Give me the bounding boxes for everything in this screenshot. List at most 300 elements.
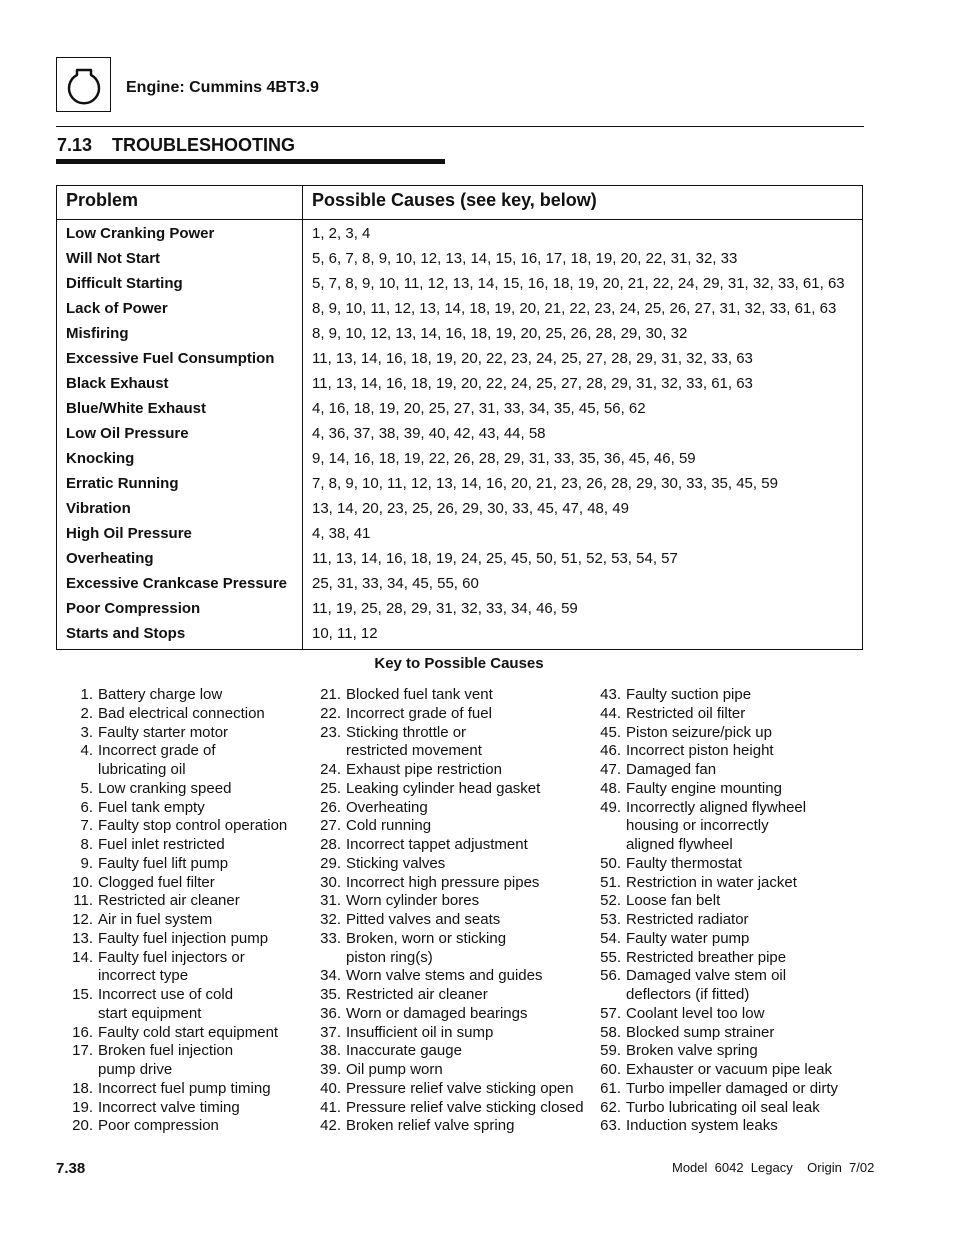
key-item-text	[341, 930, 506, 968]
key-item	[56, 780, 301, 799]
key-item	[56, 724, 301, 743]
key-item-line: Faulty engine mounting	[626, 779, 782, 797]
key-item-line: Incorrect grade of fuel	[346, 704, 492, 722]
key-item	[56, 930, 301, 949]
key-item-line: Bad electrical connection	[98, 704, 265, 722]
key-item	[584, 1024, 874, 1043]
key-item	[584, 742, 874, 761]
key-item-text	[93, 742, 216, 780]
key-item-line: Faulty stop control operation	[98, 817, 288, 835]
key-item-line: Faulty fuel injection pump	[98, 929, 269, 947]
key-item-number: 53.	[600, 911, 621, 928]
causes-cell: 8, 9, 10, 12, 13, 14, 16, 18, 19, 20, 25, 26, 28, 29, 30, 32	[312, 325, 688, 342]
key-item	[56, 1099, 301, 1118]
key-item	[56, 949, 301, 987]
key-item-text	[93, 799, 205, 818]
key-item-line: Insufficient oil in sump	[346, 1023, 494, 1041]
key-item-line: Sticking valves	[346, 854, 446, 872]
causes-cell: 4, 16, 18, 19, 20, 25, 27, 31, 33, 34, 35, 45, 56, 62	[312, 400, 646, 417]
table-row	[57, 373, 862, 398]
key-item-number: 18.	[72, 1079, 93, 1097]
key-item-number: 32.	[320, 911, 341, 928]
causes-cell: 9, 14, 16, 18, 19, 22, 26, 28, 29, 31, 33, 35, 36, 45, 46, 59	[312, 450, 696, 467]
key-item	[304, 1061, 589, 1080]
key-item-text	[341, 799, 428, 818]
table-row	[57, 273, 862, 298]
key-item-line: Damaged valve stem oil	[626, 967, 787, 985]
table-row	[57, 398, 862, 423]
key-item-text	[93, 780, 231, 799]
table-row	[57, 523, 862, 548]
key-column-1	[56, 686, 301, 1136]
key-item-line: Restricted breather pipe	[626, 948, 787, 966]
key-item-text	[341, 705, 492, 724]
key-item-line: Air in fuel system	[98, 911, 213, 928]
causes-cell: 4, 36, 37, 38, 39, 40, 42, 43, 44, 58	[312, 425, 546, 442]
causes-cell: 7, 8, 9, 10, 11, 12, 13, 14, 16, 20, 21, 23, 26, 28, 29, 30, 33, 35, 45, 59	[312, 475, 778, 492]
key-item-number: 23.	[320, 723, 341, 741]
key-item-number: 59.	[600, 1042, 621, 1060]
key-item-text	[621, 874, 797, 893]
key-item-text	[93, 1080, 271, 1099]
key-item-number: 25.	[320, 779, 341, 797]
key-item	[56, 1024, 301, 1043]
key-item	[56, 817, 301, 836]
key-item-line: Sticking throttle or	[346, 723, 467, 741]
key-item-number: 57.	[600, 1004, 621, 1022]
key-item	[584, 705, 874, 724]
key-item-number: 13.	[72, 929, 93, 947]
key-item-line: Oil pump worn	[346, 1061, 443, 1078]
key-item-text	[621, 686, 751, 705]
problem-cell: Difficult Starting	[66, 275, 183, 292]
section-underline	[56, 159, 445, 164]
key-item-number: 45.	[600, 723, 621, 741]
section-heading: TROUBLESHOOTING	[112, 135, 295, 155]
key-item-text	[621, 1117, 778, 1136]
key-item-text	[621, 1061, 832, 1080]
key-item-text	[621, 724, 772, 743]
key-item-number: 17.	[72, 1042, 93, 1060]
key-item	[304, 817, 589, 836]
key-item-text	[341, 1061, 443, 1080]
causes-cell: 13, 14, 20, 23, 25, 26, 29, 30, 33, 45, 47, 48, 49	[312, 500, 629, 517]
key-item-text	[93, 874, 215, 893]
key-item-line: Incorrect high pressure pipes	[346, 873, 540, 891]
key-item-line: Overheating	[346, 798, 428, 816]
key-item	[304, 1080, 589, 1099]
key-item-text	[341, 761, 502, 780]
key-item-number: 41.	[320, 1098, 341, 1116]
problem-cell: Will Not Start	[66, 250, 161, 267]
key-item-line: Battery charge low	[98, 686, 223, 703]
key-item-text	[341, 1024, 493, 1043]
key-item	[584, 949, 874, 968]
key-item-text	[341, 1005, 528, 1024]
problem-cell: Knocking	[66, 450, 135, 467]
key-item-text	[621, 780, 782, 799]
key-item-number: 3.	[80, 723, 93, 741]
key-item-line: Faulty cold start equipment	[98, 1023, 279, 1041]
key-item-text	[93, 836, 225, 855]
key-item-text	[621, 705, 745, 724]
key-item	[304, 1042, 589, 1061]
key-item-text	[93, 705, 265, 724]
key-item-line: Faulty thermostat	[626, 854, 742, 872]
problem-cell: Starts and Stops	[66, 625, 186, 642]
key-item	[304, 911, 589, 930]
key-item	[304, 724, 589, 762]
key-item-line: Restricted air cleaner	[98, 892, 240, 910]
problem-cell: Excessive Fuel Consumption	[66, 350, 275, 367]
table-row	[57, 548, 862, 573]
problem-cell: High Oil Pressure	[66, 525, 192, 542]
key-item-text	[93, 686, 222, 705]
key-item-text	[341, 817, 431, 836]
key-item-text	[621, 799, 806, 855]
engine-icon-box	[56, 57, 111, 112]
key-column-2	[304, 686, 589, 1136]
table-row	[57, 348, 862, 373]
key-item-line: Worn cylinder bores	[346, 892, 480, 910]
key-item-line: Turbo impeller damaged or dirty	[626, 1079, 839, 1097]
key-item-line: restricted movement	[346, 742, 482, 760]
key-item-line: Leaking cylinder head gasket	[346, 779, 541, 797]
key-item-number: 62.	[600, 1098, 621, 1116]
key-item-line: Exhauster or vacuum pipe leak	[626, 1061, 832, 1078]
table-row	[57, 423, 862, 448]
key-item	[304, 1099, 589, 1118]
key-item	[584, 724, 874, 743]
table-body	[57, 223, 862, 648]
key-item-line: aligned flywheel	[626, 836, 733, 853]
key-item-text	[621, 1042, 758, 1061]
key-item-line: Loose fan belt	[626, 892, 721, 910]
key-item-line: Poor compression	[98, 1117, 219, 1135]
key-item-text	[341, 967, 543, 986]
key-item-number: 50.	[600, 854, 621, 872]
causes-cell: 11, 19, 25, 28, 29, 31, 32, 33, 34, 46, 59	[312, 600, 578, 617]
key-item-number: 52.	[600, 892, 621, 910]
key-item-number: 42.	[320, 1117, 341, 1135]
key-item-line: Faulty fuel injectors or	[98, 948, 245, 966]
key-item-line: Incorrect valve timing	[98, 1098, 240, 1116]
problem-cell: Overheating	[66, 550, 154, 567]
causes-cell: 11, 13, 14, 16, 18, 19, 20, 22, 23, 24, 25, 27, 28, 29, 31, 32, 33, 63	[312, 350, 753, 367]
key-item	[56, 986, 301, 1024]
engine-outline-icon	[63, 64, 105, 106]
key-item-text	[93, 1117, 219, 1136]
key-item-line: Incorrect use of cold	[98, 986, 234, 1003]
key-item-number: 38.	[320, 1042, 341, 1060]
key-item-number: 33.	[320, 929, 341, 947]
key-item-number: 48.	[600, 779, 621, 797]
key-item	[584, 1099, 874, 1118]
key-item	[56, 836, 301, 855]
key-item-number: 47.	[600, 761, 621, 778]
key-item	[304, 967, 589, 986]
key-item	[56, 911, 301, 930]
key-item	[56, 1080, 301, 1099]
key-item	[304, 686, 589, 705]
table-row	[57, 598, 862, 623]
key-item-line: Clogged fuel filter	[98, 873, 215, 891]
key-item-text	[341, 686, 493, 705]
table-row	[57, 223, 862, 248]
key-item-number: 15.	[72, 986, 93, 1003]
key-item-number: 29.	[320, 854, 341, 872]
key-item	[584, 1061, 874, 1080]
key-item-number: 39.	[320, 1061, 341, 1078]
key-item-line: Pitted valves and seats	[346, 911, 501, 928]
key-item-number: 5.	[80, 779, 93, 797]
key-column-3	[584, 686, 874, 1136]
key-item-line: Worn valve stems and guides	[346, 967, 543, 985]
key-item-line: Blocked sump strainer	[626, 1023, 775, 1041]
key-item-number: 63.	[600, 1117, 621, 1135]
key-item-number: 1.	[80, 686, 93, 703]
key-item	[584, 761, 874, 780]
key-item	[56, 874, 301, 893]
key-item	[304, 761, 589, 780]
key-item-number: 34.	[320, 967, 341, 985]
key-item-line: Restriction in water jacket	[626, 873, 797, 891]
key-item-text	[621, 911, 749, 930]
key-item-number: 28.	[320, 836, 341, 853]
key-item-number: 37.	[320, 1023, 341, 1041]
causes-cell: 11, 13, 14, 16, 18, 19, 24, 25, 45, 50, 51, 52, 53, 54, 57	[312, 550, 678, 567]
key-item-number: 14.	[72, 948, 93, 966]
key-item-text	[341, 855, 445, 874]
key-item-text	[621, 949, 786, 968]
key-item	[584, 930, 874, 949]
key-item	[584, 855, 874, 874]
key-item-text	[93, 1099, 240, 1118]
key-item-text	[93, 892, 240, 911]
key-item	[56, 1117, 301, 1136]
key-item	[584, 892, 874, 911]
key-item-text	[621, 855, 742, 874]
key-item-line: Incorrect fuel pump timing	[98, 1079, 271, 1097]
key-item-line: lubricating oil	[98, 761, 186, 778]
problem-cell: Excessive Crankcase Pressure	[66, 575, 288, 592]
section-number: 7.13	[57, 135, 93, 155]
key-item	[56, 799, 301, 818]
table-row	[57, 573, 862, 598]
key-item-line: Broken valve spring	[626, 1042, 758, 1060]
key-item-line: deflectors (if fitted)	[626, 986, 750, 1003]
key-item	[304, 1005, 589, 1024]
key-item	[304, 1024, 589, 1043]
key-item	[56, 742, 301, 780]
key-item-line: Incorrect tappet adjustment	[346, 836, 528, 853]
causes-cell: 1, 2, 3, 4	[312, 225, 371, 242]
key-item-line: Restricted oil filter	[626, 704, 746, 722]
key-item-number: 56.	[600, 967, 621, 985]
key-item-text	[341, 780, 540, 799]
key-item-number: 12.	[72, 911, 93, 928]
causes-cell: 25, 31, 33, 34, 45, 55, 60	[312, 575, 479, 592]
problem-cell: Misfiring	[66, 325, 129, 342]
key-item-line: Faulty starter motor	[98, 723, 229, 741]
key-item	[584, 686, 874, 705]
key-item-line: Restricted air cleaner	[346, 986, 488, 1003]
key-item-line: Piston seizure/pick up	[626, 723, 772, 741]
key-item-number: 60.	[600, 1061, 621, 1078]
key-item-number: 21.	[320, 686, 341, 703]
section-title	[57, 135, 295, 156]
key-item-number: 11.	[73, 892, 93, 910]
table-header-divider	[57, 219, 862, 220]
key-item	[56, 705, 301, 724]
key-item-number: 46.	[600, 742, 621, 760]
problem-cell: Vibration	[66, 500, 131, 517]
key-item-number: 6.	[80, 798, 93, 816]
problem-cell: Low Oil Pressure	[66, 425, 189, 442]
key-item-number: 54.	[600, 929, 621, 947]
column-header-problem: Problem	[66, 190, 139, 210]
key-item	[584, 1080, 874, 1099]
key-item-line: Worn or damaged bearings	[346, 1004, 528, 1022]
key-item-text	[621, 761, 716, 780]
key-item	[304, 836, 589, 855]
key-item-number: 20.	[72, 1117, 93, 1135]
key-item	[56, 1042, 301, 1080]
troubleshooting-table	[56, 185, 863, 650]
key-item-text	[93, 724, 228, 743]
header-divider	[56, 126, 864, 127]
key-item-text	[93, 855, 228, 874]
key-item-line: Broken fuel injection	[98, 1042, 234, 1060]
key-item	[584, 1042, 874, 1061]
key-item-line: start equipment	[98, 1004, 202, 1022]
table-row	[57, 323, 862, 348]
key-item-number: 31.	[320, 892, 341, 910]
key-item-text	[621, 1099, 820, 1118]
key-item	[304, 1117, 589, 1136]
problem-cell: Blue/White Exhaust	[66, 400, 207, 417]
key-item-text	[93, 817, 287, 836]
key-item-number: 36.	[320, 1004, 341, 1022]
key-item-line: Pressure relief valve sticking open	[346, 1079, 574, 1097]
key-item	[584, 1117, 874, 1136]
key-title: Key to Possible Causes	[374, 655, 544, 672]
key-item-number: 49.	[600, 798, 621, 816]
key-item-text	[341, 892, 479, 911]
key-item-text	[621, 1024, 774, 1043]
key-item-number: 26.	[320, 798, 341, 816]
key-item-line: housing or incorrectly	[626, 817, 769, 835]
key-item	[56, 892, 301, 911]
key-item-text	[93, 949, 245, 987]
key-item-line: Broken relief valve spring	[346, 1117, 515, 1135]
key-item-number: 40.	[320, 1079, 341, 1097]
key-item-number: 4.	[80, 742, 93, 760]
causes-cell: 5, 6, 7, 8, 9, 10, 12, 13, 14, 15, 16, 17, 18, 19, 20, 22, 31, 32, 33	[312, 250, 738, 267]
key-item-text	[621, 892, 720, 911]
key-item-text	[341, 986, 488, 1005]
key-item-number: 43.	[600, 686, 621, 703]
key-item-text	[341, 724, 482, 762]
key-item-line: Restricted radiator	[626, 911, 749, 928]
key-item-text	[621, 930, 749, 949]
key-item-line: Pressure relief valve sticking closed	[346, 1098, 584, 1116]
key-item	[584, 799, 874, 855]
table-row	[57, 248, 862, 273]
key-item-number: 51.	[600, 873, 621, 891]
key-item-line: Fuel tank empty	[98, 798, 205, 816]
key-item-number: 44.	[600, 704, 621, 722]
key-item	[304, 874, 589, 893]
key-item-text	[341, 1117, 514, 1136]
problem-cell: Black Exhaust	[66, 375, 169, 392]
key-item-number: 55.	[600, 948, 621, 966]
model-info: Model 6042 Legacy Origin 7/02	[672, 1160, 875, 1175]
key-item-number: 61.	[600, 1079, 621, 1097]
key-item-text	[341, 1099, 584, 1118]
key-item-number: 8.	[80, 836, 93, 853]
key-item-text	[93, 930, 268, 949]
key-item-line: piston ring(s)	[346, 948, 433, 966]
table-row	[57, 298, 862, 323]
key-item-line: Faulty water pump	[626, 929, 750, 947]
problem-cell: Erratic Running	[66, 475, 179, 492]
problem-cell: Lack of Power	[66, 300, 168, 317]
key-item-line: Broken, worn or sticking	[346, 929, 507, 947]
key-item-number: 10.	[72, 873, 93, 891]
causes-cell: 10, 11, 12	[312, 625, 378, 642]
key-item	[584, 967, 874, 1005]
key-item-line: Incorrectly aligned flywheel	[626, 798, 807, 816]
key-item	[584, 1005, 874, 1024]
key-item	[584, 874, 874, 893]
causes-cell: 11, 13, 14, 16, 18, 19, 20, 22, 24, 25, 27, 28, 29, 31, 32, 33, 61, 63	[312, 375, 753, 392]
key-item-number: 16.	[72, 1023, 93, 1041]
key-item-line: Induction system leaks	[626, 1117, 778, 1135]
key-item	[584, 780, 874, 799]
key-item-text	[341, 874, 539, 893]
key-item-number: 58.	[600, 1023, 621, 1041]
key-item-line: Turbo lubricating oil seal leak	[626, 1098, 820, 1116]
key-item	[304, 705, 589, 724]
key-item-text	[93, 1024, 278, 1043]
key-item-line: Incorrect grade of	[98, 742, 216, 760]
key-item-text	[93, 911, 212, 930]
key-item	[304, 930, 589, 968]
causes-cell: 5, 7, 8, 9, 10, 11, 12, 13, 14, 15, 16, 18, 19, 20, 21, 22, 24, 29, 31, 32, 33, 61, 63	[312, 275, 845, 292]
key-item-line: Faulty suction pipe	[626, 686, 752, 703]
key-item-line: Damaged fan	[626, 761, 717, 778]
key-item-text	[93, 1042, 233, 1080]
key-item-text	[621, 1080, 838, 1099]
problem-cell: Low Cranking Power	[66, 225, 215, 242]
key-item-text	[341, 1080, 574, 1099]
key-item-number: 24.	[320, 761, 341, 778]
key-item-line: pump drive	[98, 1061, 173, 1078]
page-header-title: Engine: Cummins 4BT3.9	[126, 79, 319, 96]
key-item-text	[621, 967, 786, 1005]
key-item-line: Incorrect piston height	[626, 742, 774, 760]
key-item-line: Low cranking speed	[98, 779, 232, 797]
table-row	[57, 473, 862, 498]
key-item-text	[93, 986, 233, 1024]
key-item	[584, 911, 874, 930]
key-item-number: 9.	[80, 854, 93, 872]
key-item-line: Faulty fuel lift pump	[98, 854, 229, 872]
key-item-line: incorrect type	[98, 967, 189, 985]
page-number: 7.38	[56, 1160, 86, 1177]
causes-cell: 4, 38, 41	[312, 525, 371, 542]
